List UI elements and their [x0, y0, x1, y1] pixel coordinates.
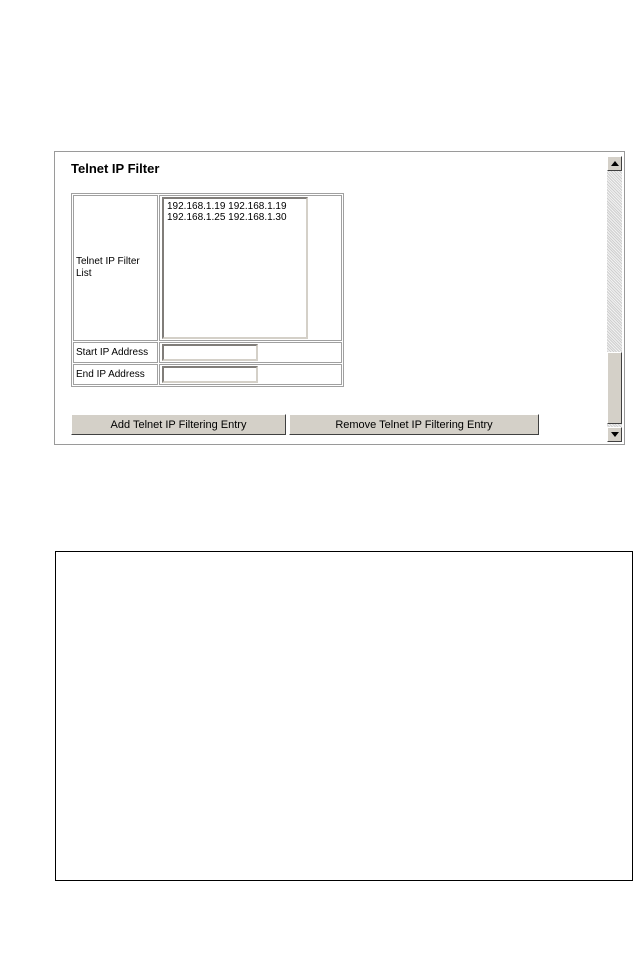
filter-list-label: Telnet IP Filter List: [73, 195, 158, 341]
arrow-up-icon: [611, 161, 619, 166]
start-ip-row: [73, 342, 342, 363]
scrollbar-thumb[interactable]: [607, 352, 622, 424]
panel-title: Telnet IP Filter: [71, 161, 160, 176]
arrow-down-icon: [611, 432, 619, 437]
end-ip-cell: [159, 364, 342, 385]
start-ip-input[interactable]: [162, 344, 258, 361]
end-ip-input[interactable]: [162, 366, 258, 383]
list-item[interactable]: 192.168.1.19 192.168.1.19: [167, 201, 287, 212]
filter-list-box[interactable]: [162, 197, 308, 339]
start-ip-cell: [159, 342, 342, 363]
remove-entry-button[interactable]: Remove Telnet IP Filtering Entry: [289, 414, 539, 435]
add-entry-button[interactable]: Add Telnet IP Filtering Entry: [71, 414, 286, 435]
vertical-scrollbar[interactable]: [607, 156, 622, 442]
start-ip-label: Start IP Address: [73, 342, 158, 363]
scroll-down-button[interactable]: [607, 427, 622, 442]
list-item[interactable]: 192.168.1.25 192.168.1.30: [167, 212, 287, 223]
telnet-filter-panel: [54, 151, 625, 445]
scroll-up-button[interactable]: [607, 156, 622, 171]
end-ip-label: End IP Address: [73, 364, 158, 385]
filter-list-row: [73, 195, 342, 341]
empty-bordered-box: [55, 551, 633, 881]
filter-form-table: [71, 193, 344, 387]
filter-list-cell: [159, 195, 342, 341]
end-ip-row: [73, 364, 342, 385]
